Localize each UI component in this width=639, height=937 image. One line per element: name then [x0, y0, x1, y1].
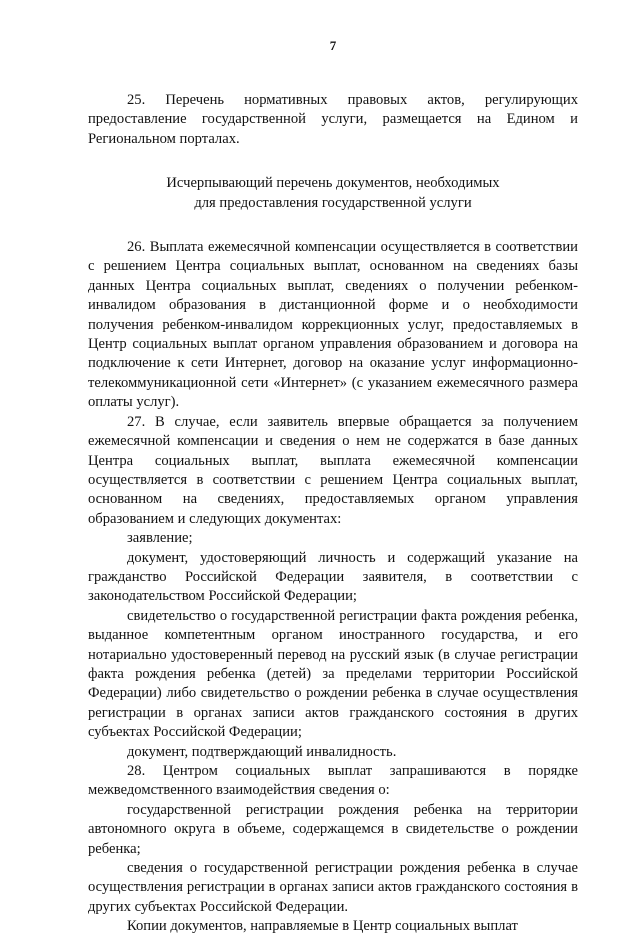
document-page	[88, 0, 578, 935]
document-body	[88, 91, 578, 937]
paragraph-copies: Копии документов, направляемые в Центр социальных выплат	[127, 918, 518, 935]
page-number: 7	[329, 38, 337, 53]
list-item-application: заявление;	[127, 530, 193, 547]
list-item-birth-registration: государственной регистрации рождения ребенка на территории автономного округа в объеме, содержащемся в свидетельстве о рождении ребенка;	[88, 801, 578, 857]
list-item-disability-document: документ, подтверждающий инвалидность.	[127, 743, 397, 760]
paragraph-26: 26. Выплата ежемесячной компенсации осуществляется в соответствии с решением Центра социальных выплат, основанном на сведениях базы данных Центра социальных выплат, сведениях о получении ребенком-инвалидом образования в дистанционной форме и о необходимости получения ребенком-инвалидом коррекционных услуг, предоставляемых в Центр социальных выплат органом управления образованием и договора на подключение к сети Интернет, договор на оказание услуг информационно-телекоммуникационной сети «Интернет» (с указанием ежемесячного размера оплаты услуг).	[88, 239, 578, 411]
paragraph-28: 28. Центром социальных выплат запрашиваются в порядке межведомственного взаимодействия сведения о:	[88, 763, 578, 799]
section-heading	[88, 174, 578, 213]
paragraph-25: 25. Перечень нормативных правовых актов, регулирующих предоставление государственной услуги, размещается на Едином и Региональном порталах.	[88, 92, 578, 147]
paragraph-27: 27. В случае, если заявитель впервые обращается за получением ежемесячной компенсации и сведения о нем не содержатся в базе данных Центра социальных выплат, выплата ежемесячной компенсации осуществляется в соответствии с решением Центра социальных выплат, основанном на сведениях, предоставляемых органом управления образованием и следующих документах:	[88, 413, 578, 527]
section-heading-line-2: для предоставления государственной услуги	[194, 194, 472, 211]
section-heading-line-1: Исчерпывающий перечень документов, необходимых	[166, 175, 500, 192]
list-item-registration-other-regions: сведения о государственной регистрации рождения ребенка в случае осуществления регистрации в органах записи актов гражданского состояния в других субъектах Российской Федерации.	[88, 860, 578, 915]
list-item-identity-document: документ, удостоверяющий личность и содержащий указание на гражданство Российской Федерации заявителя, в соответствии с законодательством Российской Федерации;	[88, 549, 578, 605]
list-item-birth-certificate: свидетельство о государственной регистрации факта рождения ребенка, выданное компетентным органом иностранного государства, и его нотариально удостоверенный перевод на русский язык (в случае регистрации факта рождения ребенка (детей) за пределами территории Российской Федерации) либо свидетельство о рождении ребенка в случае осуществления регистрации в органах записи актов гражданского состояния в других субъектах Российской Федерации;	[88, 607, 578, 741]
